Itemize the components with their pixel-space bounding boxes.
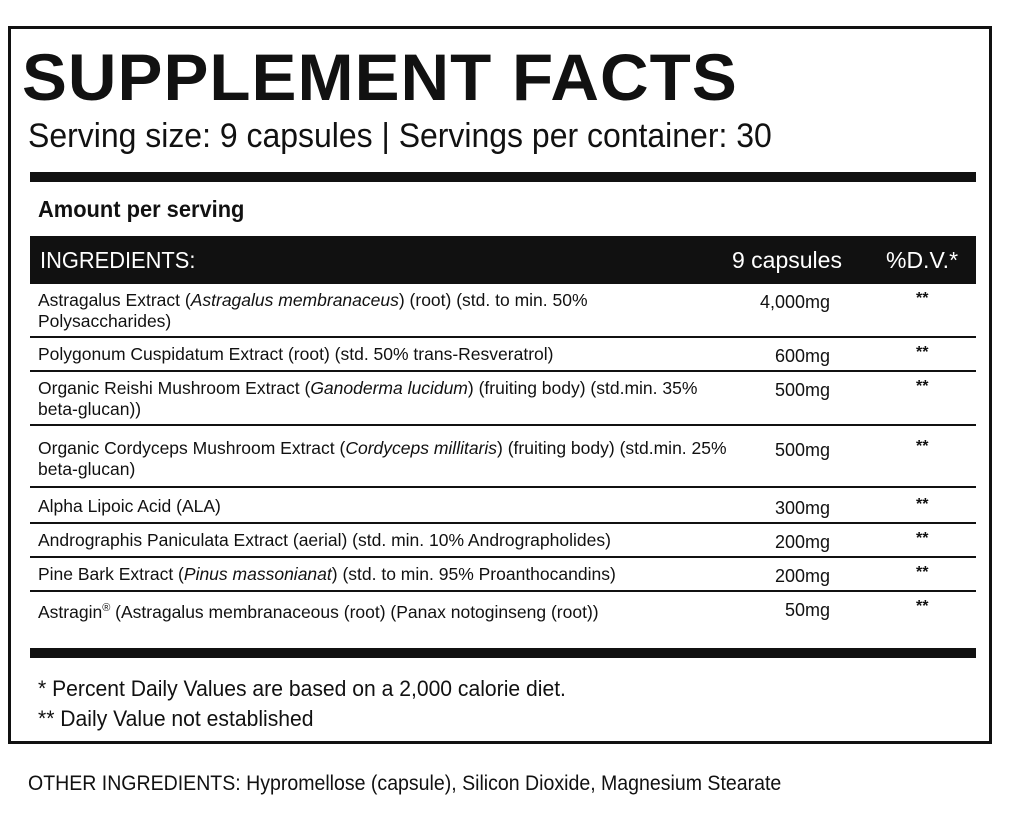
ingredient-name: [38, 438, 728, 480]
name-italic: Pinus massonianat: [183, 564, 332, 584]
table-row: [30, 488, 976, 524]
ingredient-amount: 50mg: [784, 600, 830, 620]
other-ingredients-text: Hypromellose (capsule), Silicon Dioxide, Magnesium Stearate: [240, 772, 782, 795]
ingredient-dv: **: [916, 290, 929, 307]
name-text: Organic Reishi Mushroom Extract (: [38, 378, 311, 398]
ingredient-amount: 500mg: [774, 440, 830, 460]
ingredient-name: [38, 344, 728, 365]
name-text: Andrographis Paniculata Extract (aerial) (std. min. 10% Andrographolides): [38, 530, 611, 550]
ingredient-dv: **: [916, 378, 929, 395]
table-row: [30, 372, 976, 426]
table-row: [30, 592, 976, 632]
name-text-rest: ) (fruiting body) (std.min. 35% beta-glucan)): [38, 378, 698, 419]
table-row: [30, 524, 976, 558]
table-row: [30, 558, 976, 592]
registered-mark: ®: [102, 602, 111, 614]
divider-bottom: [30, 648, 976, 658]
ingredient-amount: 300mg: [774, 498, 830, 518]
name-text: Astragalus Extract (: [38, 290, 191, 310]
ingredient-amount: 4,000mg: [759, 292, 830, 312]
footnote-daily-values: * Percent Daily Values are based on a 2,000 calorie diet.: [38, 676, 566, 701]
ingredient-amount: 600mg: [774, 346, 830, 366]
table-row: [30, 284, 976, 338]
name-italic: Ganoderma lucidum: [310, 378, 468, 398]
header-dv: %D.V.*: [886, 247, 959, 273]
name-text-rest: ) (std. to min. 95% Proanthocandins): [331, 564, 616, 584]
name-text: Alpha Lipoic Acid (ALA): [38, 496, 221, 516]
ingredient-name: [38, 598, 728, 623]
footnote-not-established: ** Daily Value not established: [38, 706, 314, 731]
ingredient-name: [38, 496, 728, 517]
other-ingredients: [28, 772, 781, 796]
name-italic: Cordyceps millitaris: [345, 438, 498, 458]
table-row: [30, 426, 976, 488]
ingredient-dv: **: [916, 344, 929, 361]
header-capsules: 9 capsules: [732, 247, 842, 273]
table-header: [30, 236, 976, 284]
other-ingredients-heading: OTHER INGREDIENTS:: [28, 772, 241, 795]
ingredient-amount: 200mg: [774, 566, 830, 586]
ingredient-name: [38, 290, 638, 332]
ingredient-dv: **: [916, 564, 929, 581]
name-text: Organic Cordyceps Mushroom Extract (: [38, 438, 346, 458]
divider-top: [30, 172, 976, 182]
ingredient-dv: **: [916, 530, 929, 547]
amount-per-serving: Amount per serving: [38, 196, 245, 222]
ingredient-dv: **: [916, 496, 929, 513]
ingredient-name: [38, 530, 728, 551]
name-text-rest: (Astragalus membranaceous (root) (Panax notoginseng (root)): [110, 601, 599, 622]
ingredient-name: [38, 378, 728, 420]
serving-info: Serving size: 9 capsules | Servings per container: 30: [28, 117, 772, 155]
name-text: Polygonum Cuspidatum Extract (root) (std. 50% trans-Resveratrol): [38, 344, 554, 364]
header-ingredients: INGREDIENTS:: [40, 247, 196, 273]
name-text-rest: ) (fruiting body) (std.min. 25% beta-glucan): [38, 438, 727, 479]
ingredient-dv: **: [916, 438, 929, 455]
ingredient-name: [38, 564, 728, 585]
name-text-rest: ) (root) (std. to min. 50% Polysaccharides): [38, 290, 588, 331]
ingredient-amount: 500mg: [774, 380, 830, 400]
table-row: [30, 338, 976, 372]
ingredient-amount: 200mg: [774, 532, 830, 552]
ingredient-dv: **: [916, 598, 929, 615]
label-title: SUPPLEMENT FACTS: [22, 40, 738, 114]
name-text: Pine Bark Extract (: [38, 564, 184, 584]
name-italic: Astragalus membranaceus: [190, 290, 399, 310]
name-text: Astragin: [38, 601, 103, 622]
